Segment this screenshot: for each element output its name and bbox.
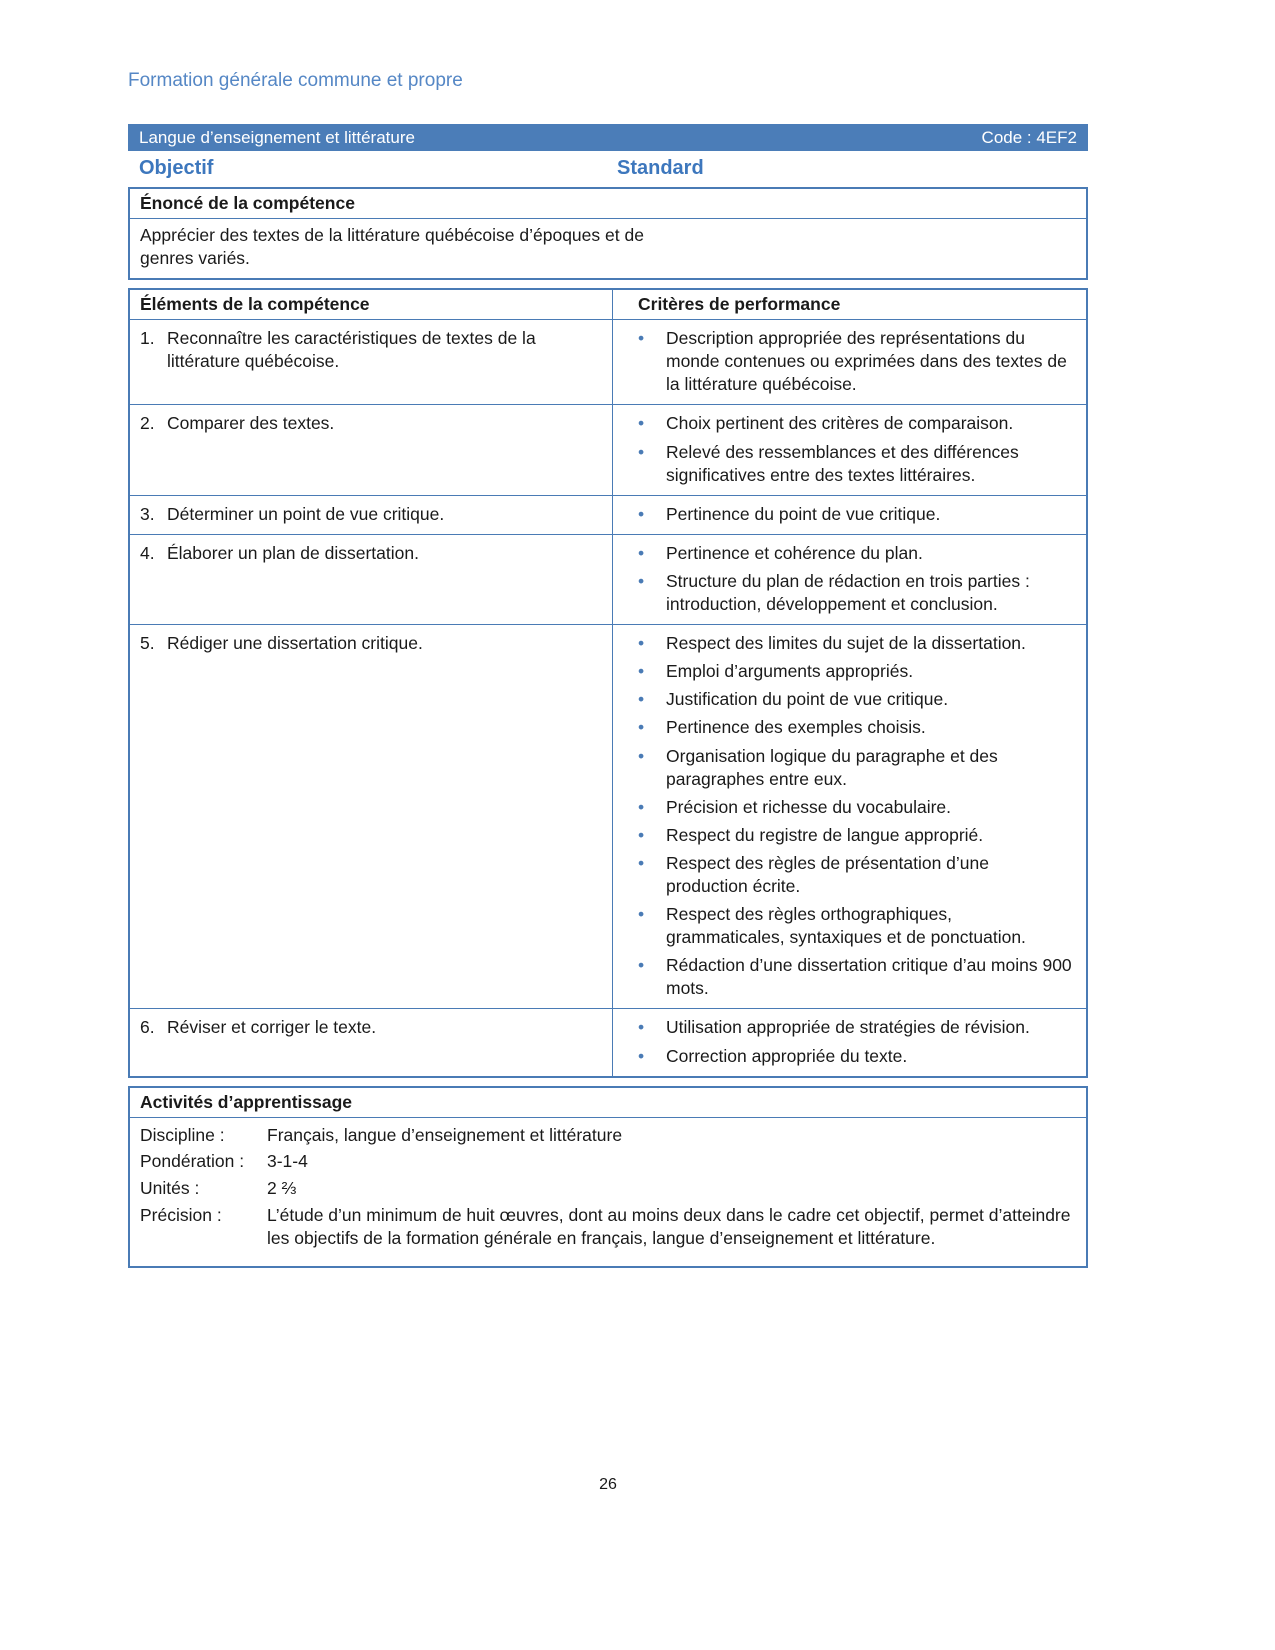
- criteria-text: Emploi d’arguments appropriés.: [666, 661, 914, 682]
- criteria-text: Pertinence et cohérence du plan.: [666, 542, 923, 563]
- element-number: 5.: [140, 633, 155, 654]
- bullet-icon: •: [638, 1017, 645, 1038]
- criteria-item: [638, 824, 1074, 847]
- element-number: 3.: [140, 503, 155, 524]
- bullet-icon: •: [638, 745, 645, 766]
- table-row: [130, 320, 1086, 405]
- bullet-icon: •: [638, 542, 645, 563]
- table-row: [130, 405, 1086, 495]
- competence-table-head: [130, 290, 1086, 320]
- criteria-text: Description appropriée des représentations du monde contenues ou exprimées dans des textes de la littérature québécoise.: [666, 328, 1067, 395]
- elements-column-header: Éléments de la compétence: [140, 294, 370, 315]
- criteria-text: Respect des règles orthographiques, grammaticales, syntaxiques et de ponctuation.: [666, 904, 1026, 948]
- criteria-item: [638, 745, 1074, 791]
- activite-label: Unités :: [140, 1177, 200, 1198]
- bullet-icon: •: [638, 503, 645, 524]
- criteria-item: [638, 412, 1074, 435]
- element-text: Déterminer un point de vue critique.: [167, 503, 445, 524]
- bullet-icon: •: [638, 852, 645, 873]
- criteria-item: [638, 660, 1074, 683]
- table-row: [130, 496, 1086, 535]
- criteria-text: Relevé des ressemblances et des différences significatives entre des textes littéraires.: [666, 441, 1019, 485]
- element-cell: [130, 320, 612, 404]
- title-bar: [128, 124, 1088, 151]
- criteria-item: [638, 716, 1074, 739]
- standard-heading: Standard: [617, 157, 704, 179]
- criteria-text: Choix pertinent des critères de comparaison.: [666, 413, 1014, 434]
- activite-value: 3-1-4: [267, 1151, 308, 1172]
- element-cell: [130, 1009, 612, 1075]
- activite-label: Précision :: [140, 1204, 222, 1225]
- activite-value: L’étude d’un minimum de huit œuvres, dont au moins deux dans le cadre cet objectif, permet d’atteindre les objectifs de la formation générale en français, langue d’enseignement et littérature.: [267, 1204, 1071, 1249]
- element-number: 4.: [140, 542, 155, 563]
- bullet-icon: •: [638, 633, 645, 654]
- element-number: 6.: [140, 1017, 155, 1038]
- bullet-icon: •: [638, 824, 645, 845]
- activite-row: [140, 1150, 1076, 1174]
- activite-label: Discipline :: [140, 1124, 225, 1145]
- page-content: [128, 0, 1088, 1268]
- table-gap: [128, 280, 1088, 288]
- element-cell: [130, 496, 612, 534]
- criteria-text: Correction appropriée du texte.: [666, 1045, 908, 1066]
- element-text: Réviser et corriger le texte.: [167, 1017, 377, 1038]
- element-text: Reconnaître les caractéristiques de textes de la littérature québécoise.: [167, 328, 536, 372]
- criteria-text: Respect des règles de présentation d’une production écrite.: [666, 852, 989, 896]
- bullet-icon: •: [638, 328, 645, 349]
- criteria-text: Justification du point de vue critique.: [666, 689, 949, 710]
- criteria-cell: [612, 320, 1086, 404]
- bullet-icon: •: [638, 955, 645, 976]
- criteria-text: Précision et richesse du vocabulaire.: [666, 796, 952, 817]
- table-row: [130, 1009, 1086, 1075]
- bullet-icon: •: [638, 441, 645, 462]
- criteria-text: Pertinence des exemples choisis.: [666, 717, 926, 738]
- element-text: Élaborer un plan de dissertation.: [167, 542, 419, 563]
- criteria-item: [638, 542, 1074, 565]
- criteria-text: Rédaction d’une dissertation critique d’au moins 900 mots.: [666, 955, 1072, 999]
- criteria-item: [638, 632, 1074, 655]
- criteria-item: [638, 503, 1074, 526]
- table-row: [130, 535, 1086, 625]
- document-header: Formation générale commune et propre: [128, 70, 463, 91]
- criteria-cell: [612, 496, 1086, 534]
- element-cell: [130, 625, 612, 1008]
- element-cell: [130, 535, 612, 624]
- criteria-text: Organisation logique du paragraphe et des paragraphes entre eux.: [666, 745, 998, 789]
- activite-row: [140, 1124, 1076, 1148]
- criteria-item: [638, 327, 1074, 396]
- criteria-item: [638, 954, 1074, 1000]
- bullet-icon: •: [638, 1045, 645, 1066]
- section-headers: [128, 151, 1088, 187]
- bullet-icon: •: [638, 661, 645, 682]
- criteria-item: [638, 1016, 1074, 1039]
- bullet-icon: •: [638, 717, 645, 738]
- criteria-cell: [612, 535, 1086, 624]
- criteria-item: [638, 796, 1074, 819]
- criteria-item: [638, 852, 1074, 898]
- element-text: Rédiger une dissertation critique.: [167, 633, 423, 654]
- enonce-table: [128, 187, 1088, 280]
- enonce-text: Apprécier des textes de la littérature québécoise d’époques et de genres variés.: [140, 225, 644, 269]
- bullet-icon: •: [638, 796, 645, 817]
- activite-value: Français, langue d’enseignement et littérature: [267, 1124, 623, 1145]
- objectif-heading: Objectif: [139, 157, 214, 179]
- criteres-column-header: Critères de performance: [612, 290, 1086, 319]
- bullet-icon: •: [638, 413, 645, 434]
- bullet-icon: •: [638, 904, 645, 925]
- activites-body: [130, 1118, 1086, 1266]
- criteria-text: Structure du plan de rédaction en trois parties : introduction, développement et conclusion.: [666, 570, 1030, 615]
- element-number: 1.: [140, 328, 155, 349]
- element-cell: [130, 405, 612, 494]
- criteria-text: Pertinence du point de vue critique.: [666, 503, 941, 524]
- table-row: [130, 625, 1086, 1009]
- activite-value: 2 ⅔: [267, 1177, 297, 1198]
- criteria-item: [638, 570, 1074, 616]
- criteria-text: Utilisation appropriée de stratégies de révision.: [666, 1017, 1030, 1038]
- title-bar-code: Code : 4EF2: [981, 127, 1077, 147]
- criteria-item: [638, 1045, 1074, 1068]
- page-number: 26: [599, 1476, 617, 1493]
- bullet-icon: •: [638, 570, 645, 591]
- criteria-item: [638, 441, 1074, 487]
- enonce-header: Énoncé de la compétence: [130, 189, 1086, 219]
- element-text: Comparer des textes.: [167, 413, 335, 434]
- criteria-text: Respect du registre de langue approprié.: [666, 824, 984, 845]
- criteria-item: [638, 903, 1074, 949]
- criteria-cell: [612, 625, 1086, 1008]
- activite-row: [140, 1204, 1076, 1251]
- bullet-icon: •: [638, 689, 645, 710]
- activites-header: Activités d’apprentissage: [130, 1088, 1086, 1118]
- activite-row: [140, 1177, 1076, 1201]
- element-number: 2.: [140, 413, 155, 434]
- criteria-cell: [612, 405, 1086, 494]
- criteria-item: [638, 688, 1074, 711]
- competence-table: [128, 288, 1088, 1077]
- activite-label: Pondération :: [140, 1151, 245, 1172]
- criteria-cell: [612, 1009, 1086, 1075]
- criteria-text: Respect des limites du sujet de la dissertation.: [666, 633, 1026, 654]
- title-bar-subject: Langue d’enseignement et littérature: [139, 127, 415, 147]
- activites-table: [128, 1086, 1088, 1268]
